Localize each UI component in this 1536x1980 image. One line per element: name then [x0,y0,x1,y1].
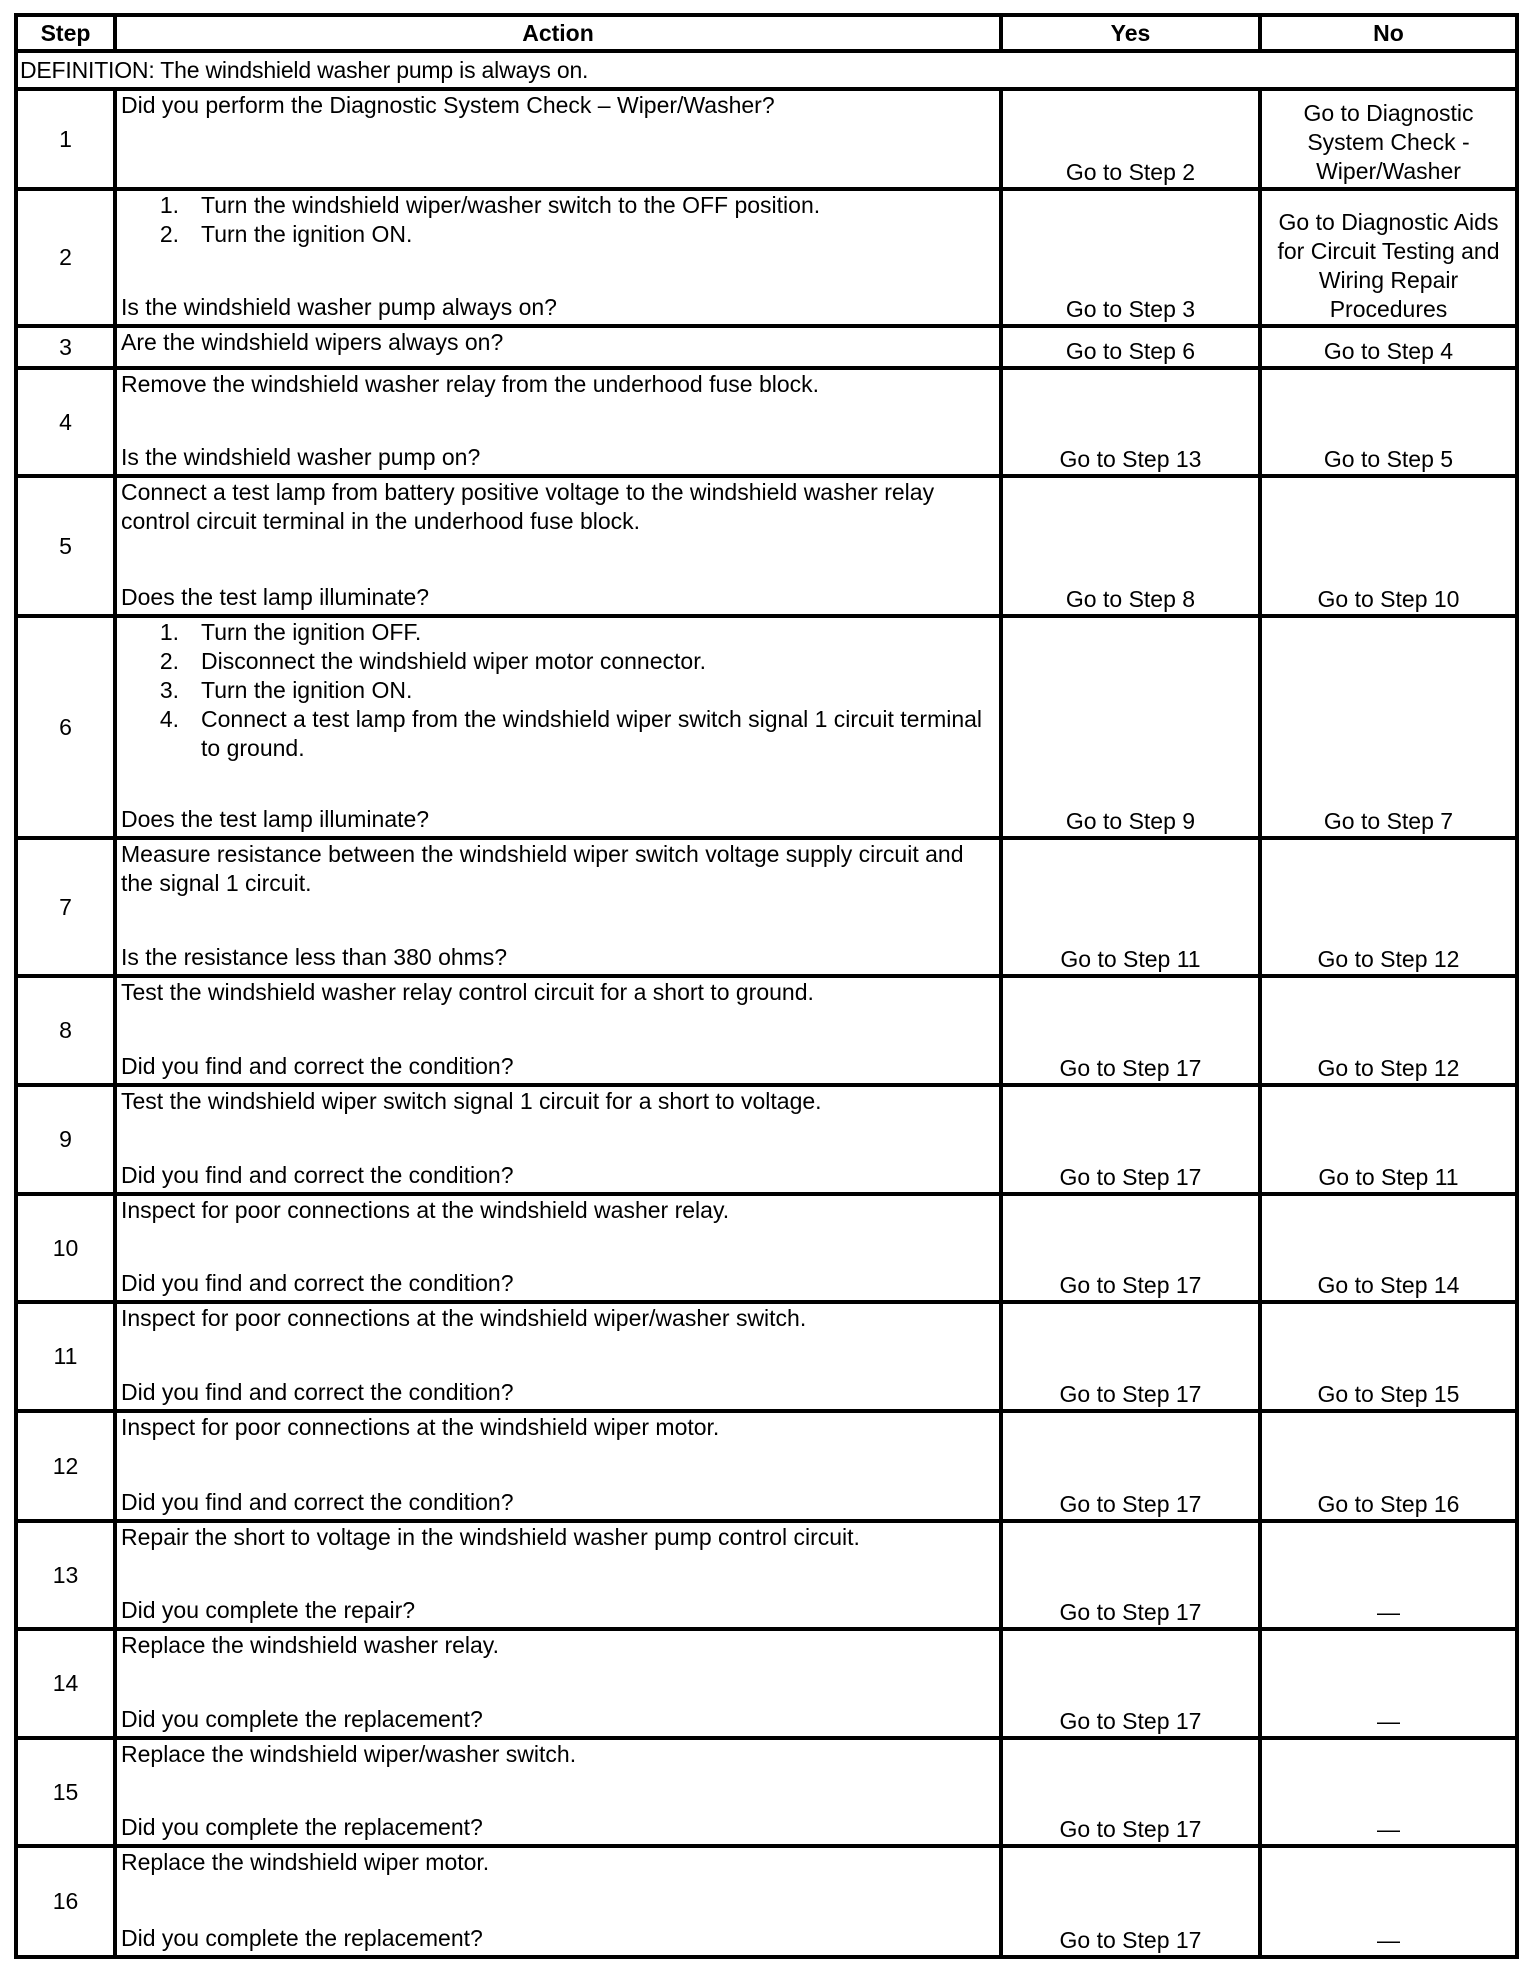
yes-link[interactable]: Go to Step 17 [1001,1846,1260,1957]
no-empty-dash: — [1260,1846,1517,1957]
step-number: 3 [16,326,115,368]
substep-item [121,618,995,647]
instruction-text: Replace the windshield wiper motor. [121,1849,490,1875]
substep-number: 2. [159,648,179,674]
table-row [16,326,1517,368]
action-content [121,478,995,612]
definition-row [16,51,1517,89]
action-cell [115,1629,1001,1738]
step-number: 10 [16,1194,115,1302]
substep-text: Turn the ignition ON. [201,221,413,247]
question-text: Does the test lamp illuminate? [121,584,430,610]
action-content [121,1848,995,1953]
action-content [121,1523,995,1625]
question-text: Did you complete the replacement? [121,1706,483,1732]
step-number: 7 [16,838,115,976]
table-row [16,1194,1517,1302]
action-content [121,840,995,972]
action-top [121,91,995,120]
step-number: 12 [16,1411,115,1521]
action-content [121,1413,995,1517]
yes-link[interactable]: Go to Step 17 [1001,1738,1260,1846]
action-top [121,1304,995,1333]
substep-item [121,647,995,676]
table-row [16,976,1517,1085]
no-link[interactable]: Go to Step 15 [1260,1302,1517,1411]
question-text: Is the windshield washer pump on? [121,444,481,470]
action-top [121,840,995,898]
instruction-text: Replace the windshield washer relay. [121,1632,499,1658]
substep-item [121,705,995,763]
instruction-text: Repair the short to voltage in the windshield washer pump control circuit. [121,1524,860,1550]
action-cell [115,326,1001,368]
action-cell [115,89,1001,189]
yes-link[interactable]: Go to Step 13 [1001,368,1260,476]
no-empty-dash: — [1260,1629,1517,1738]
action-top [121,1740,995,1769]
table-row [16,368,1517,476]
action-top [121,1413,995,1442]
question-text: Did you find and correct the condition? [121,1053,514,1079]
table-row [16,1738,1517,1846]
substep-number: 1. [159,619,179,645]
instruction-text: Test the windshield washer relay control circuit for a short to ground. [121,979,814,1005]
substep-item [121,676,995,705]
table-row [16,616,1517,838]
yes-link[interactable]: Go to Step 17 [1001,1629,1260,1738]
question-text: Did you complete the replacement? [121,1925,483,1951]
action-cell [115,1411,1001,1521]
no-link[interactable]: Go to Step 14 [1260,1194,1517,1302]
question-text: Did you find and correct the condition? [121,1489,514,1515]
action-cell [115,1302,1001,1411]
no-empty-dash: — [1260,1738,1517,1846]
action-top [121,1087,995,1116]
table-row [16,189,1517,326]
instruction-text: Replace the windshield wiper/washer switch. [121,1741,577,1767]
instruction-text: Inspect for poor connections at the windshield washer relay. [121,1197,730,1223]
substep-text: Turn the ignition ON. [201,677,413,703]
action-cell [115,1085,1001,1194]
yes-link[interactable]: Go to Step 8 [1001,476,1260,616]
action-cell [115,976,1001,1085]
substep-item [121,191,995,220]
action-top [121,191,995,249]
header-no: No [1260,15,1517,51]
action-content [121,328,995,364]
action-cell [115,189,1001,326]
action-content [121,370,995,472]
action-top [121,1523,995,1552]
no-link[interactable]: Go to Step 11 [1260,1085,1517,1194]
substep-text: Turn the windshield wiper/washer switch to the OFF position. [201,192,821,218]
diagnostic-table [14,13,1519,1959]
action-top [121,328,995,357]
question-text: Does the test lamp illuminate? [121,806,430,832]
substep-number: 4. [159,706,179,732]
question-text: Is the resistance less than 380 ohms? [121,944,508,970]
action-cell [115,1846,1001,1957]
action-top [121,1848,995,1877]
action-cell [115,368,1001,476]
substep-number: 1. [159,192,179,218]
action-cell [115,476,1001,616]
instruction-text: Test the windshield wiper switch signal 1 circuit for a short to voltage. [121,1088,822,1114]
yes-link[interactable]: Go to Step 2 [1001,89,1260,189]
header-action: Action [115,15,1001,51]
yes-link[interactable]: Go to Step 9 [1001,616,1260,838]
no-link[interactable]: Go to Step 5 [1260,368,1517,476]
yes-link[interactable]: Go to Step 3 [1001,189,1260,326]
instruction-text: Inspect for poor connections at the windshield wiper motor. [121,1414,720,1440]
no-link[interactable]: Go to Diagnostic Aids for Circuit Testing and Wiring Repair Procedures [1260,189,1517,326]
step-number: 14 [16,1629,115,1738]
question-text: Did you complete the repair? [121,1597,416,1623]
instruction-text: Remove the windshield washer relay from the underhood fuse block. [121,371,820,397]
no-link[interactable]: Go to Step 16 [1260,1411,1517,1521]
instruction-text: Connect a test lamp from battery positive voltage to the windshield washer relay control circuit terminal in the underhood fuse block. [121,479,935,534]
definition-text: DEFINITION: The windshield washer pump is always on. [16,51,1517,89]
table-row [16,1521,1517,1629]
substep-item [121,220,995,249]
question-text: Are the windshield wipers always on? [121,329,504,355]
question-text: Did you complete the replacement? [121,1814,483,1840]
yes-link[interactable]: Go to Step 17 [1001,1411,1260,1521]
header-step: Step [16,15,115,51]
action-content [121,191,995,322]
action-cell [115,838,1001,976]
substep-number: 3. [159,677,179,703]
question-text: Did you perform the Diagnostic System Check – Wiper/Washer? [121,92,775,118]
table-row [16,1629,1517,1738]
action-content [121,978,995,1081]
no-link[interactable]: Go to Step 7 [1260,616,1517,838]
no-link[interactable]: Go to Step 12 [1260,976,1517,1085]
step-number: 4 [16,368,115,476]
action-content [121,618,995,834]
substep-list [121,191,995,249]
action-top [121,978,995,1007]
step-number: 8 [16,976,115,1085]
question-text: Is the windshield washer pump always on? [121,294,557,320]
action-top [121,618,995,763]
step-number: 16 [16,1846,115,1957]
substep-number: 2. [159,221,179,247]
yes-link[interactable]: Go to Step 17 [1001,1521,1260,1629]
no-link[interactable]: Go to Step 12 [1260,838,1517,976]
action-top [121,1631,995,1660]
action-cell [115,1738,1001,1846]
yes-link[interactable]: Go to Step 17 [1001,1302,1260,1411]
no-empty-dash: — [1260,1521,1517,1629]
table-row [16,1846,1517,1957]
action-top [121,478,995,536]
table-row [16,1085,1517,1194]
table-row [16,1302,1517,1411]
yes-link[interactable]: Go to Step 11 [1001,838,1260,976]
table-row [16,476,1517,616]
action-content [121,1196,995,1298]
header-row [16,15,1517,51]
question-text: Did you find and correct the condition? [121,1379,514,1405]
action-content [121,1740,995,1842]
header-yes: Yes [1001,15,1260,51]
action-cell [115,616,1001,838]
substep-text: Connect a test lamp from the windshield wiper switch signal 1 circuit terminal to ground. [201,706,983,761]
table-row [16,89,1517,189]
yes-link[interactable]: Go to Step 6 [1001,326,1260,368]
step-number: 9 [16,1085,115,1194]
action-content [121,91,995,185]
step-number: 5 [16,476,115,616]
no-link[interactable]: Go to Diagnostic System Check - Wiper/Washer [1260,89,1517,189]
instruction-text: Inspect for poor connections at the windshield wiper/washer switch. [121,1305,807,1331]
step-number: 11 [16,1302,115,1411]
action-content [121,1631,995,1734]
no-link[interactable]: Go to Step 4 [1260,326,1517,368]
action-top [121,1196,995,1225]
yes-link[interactable]: Go to Step 17 [1001,1085,1260,1194]
yes-link[interactable]: Go to Step 17 [1001,976,1260,1085]
yes-link[interactable]: Go to Step 17 [1001,1194,1260,1302]
substep-text: Turn the ignition OFF. [201,619,422,645]
action-cell [115,1521,1001,1629]
no-link[interactable]: Go to Step 10 [1260,476,1517,616]
step-number: 13 [16,1521,115,1629]
question-text: Did you find and correct the condition? [121,1162,514,1188]
step-number: 2 [16,189,115,326]
action-content [121,1087,995,1190]
step-number: 15 [16,1738,115,1846]
action-cell [115,1194,1001,1302]
table-row [16,1411,1517,1521]
action-content [121,1304,995,1407]
instruction-text: Measure resistance between the windshield wiper switch voltage supply circuit and the signal 1 circuit. [121,841,964,896]
step-number: 1 [16,89,115,189]
step-number: 6 [16,616,115,838]
action-top [121,370,995,399]
substep-list [121,618,995,763]
substep-text: Disconnect the windshield wiper motor connector. [201,648,706,674]
table-row [16,838,1517,976]
question-text: Did you find and correct the condition? [121,1270,514,1296]
